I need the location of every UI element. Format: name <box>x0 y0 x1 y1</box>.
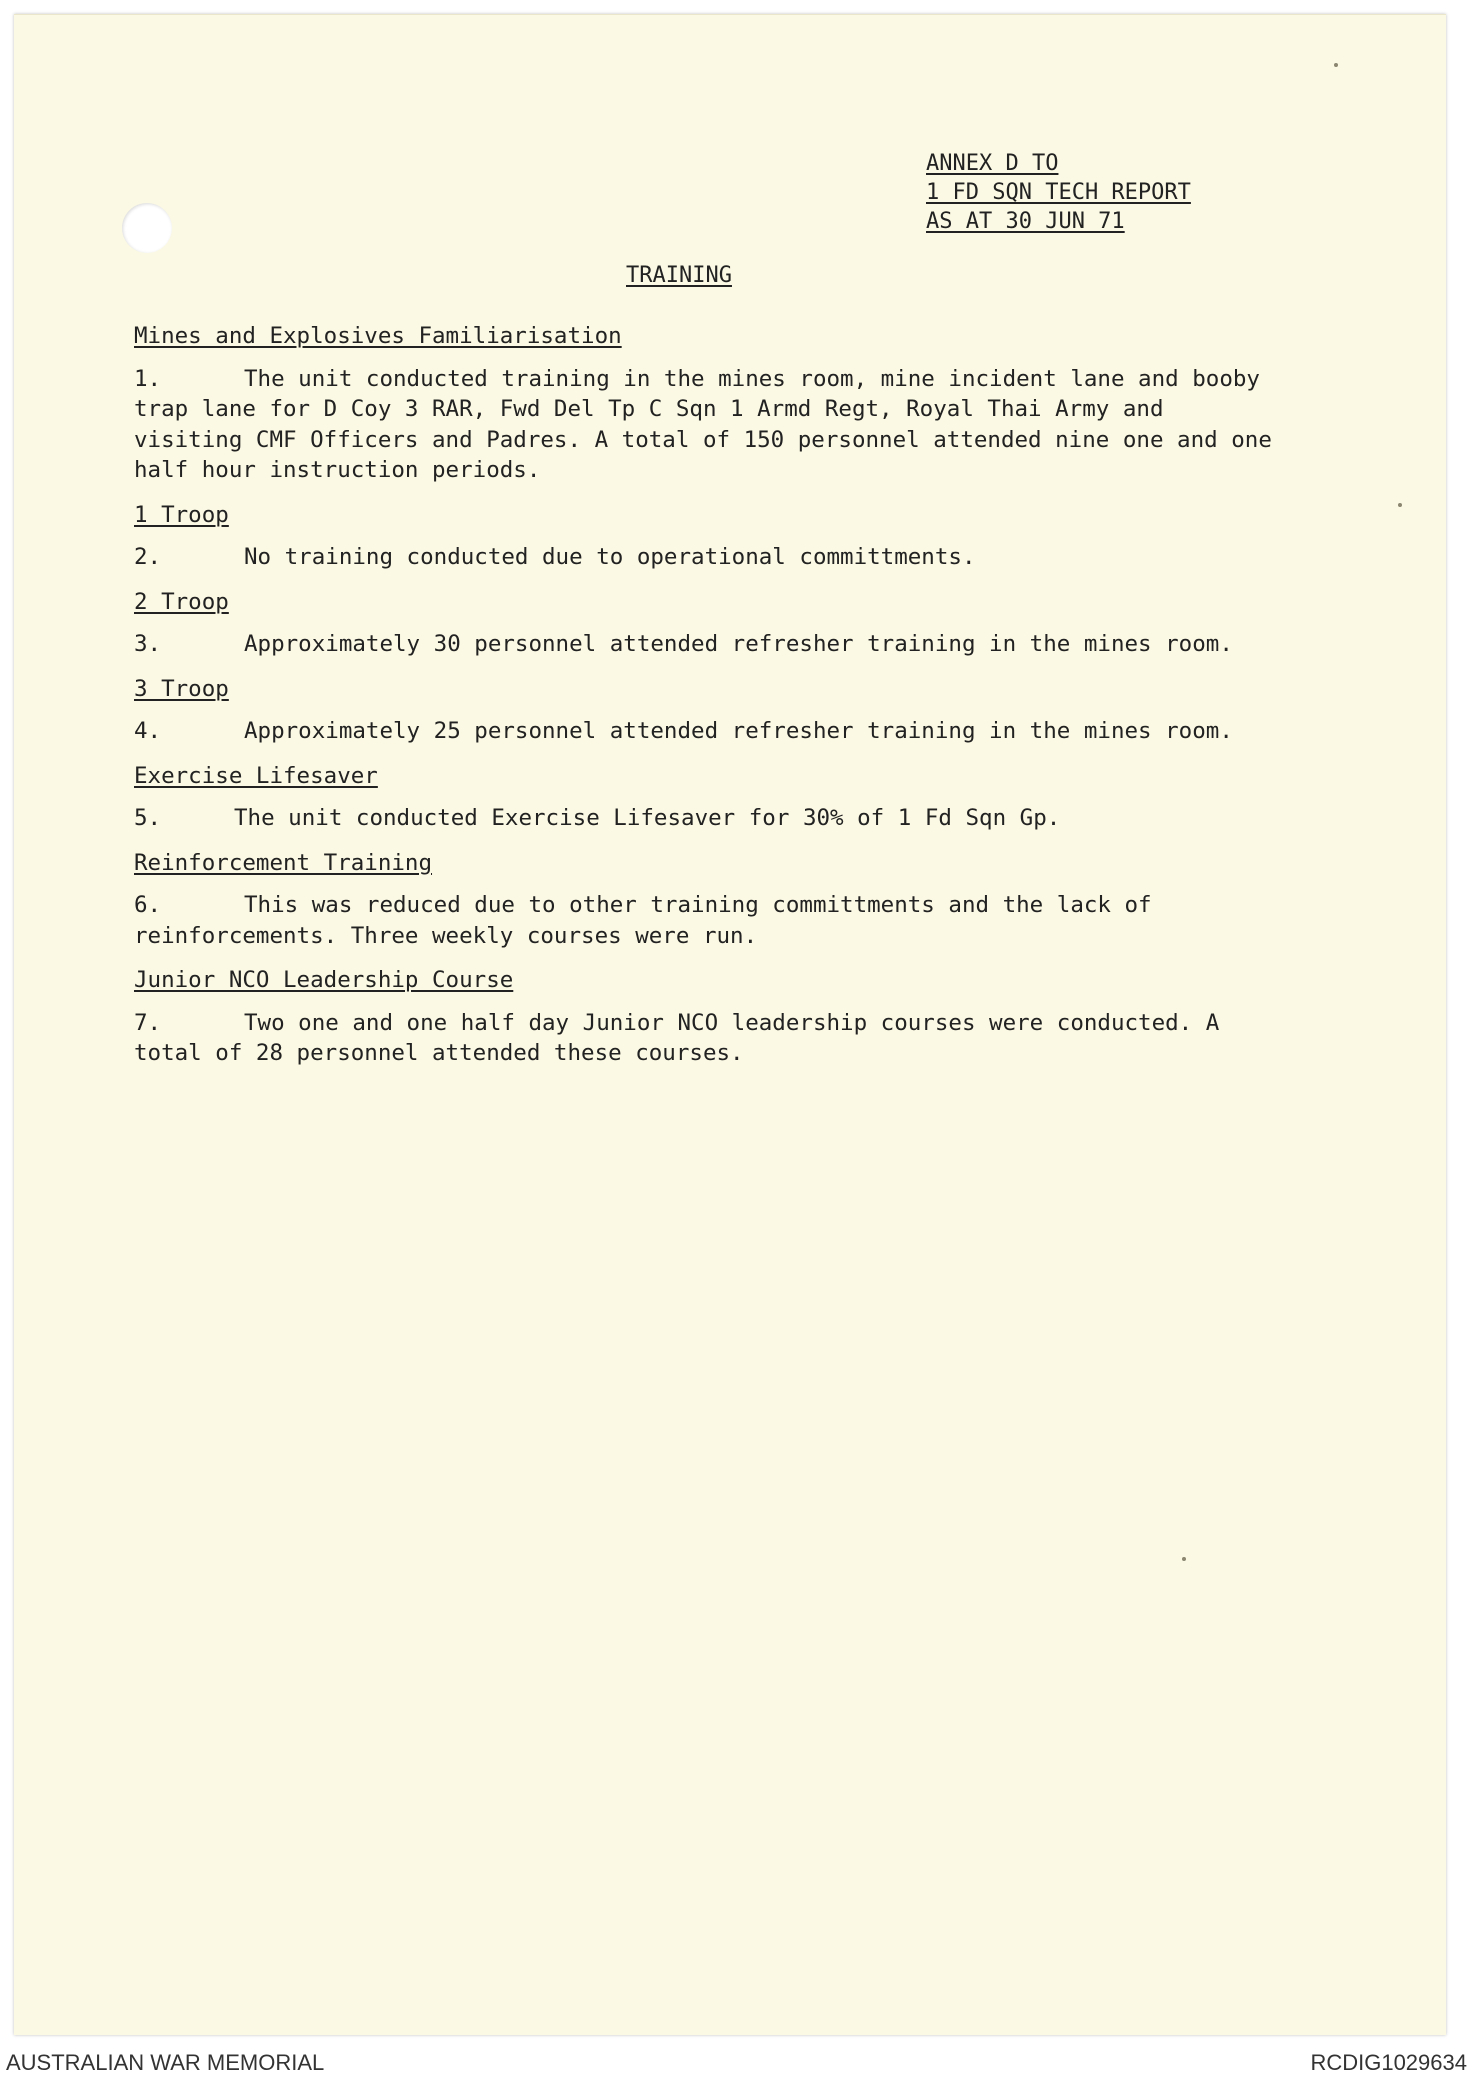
paragraph-2 <box>134 542 1274 573</box>
paragraph-number: 5. <box>134 805 162 831</box>
paragraph-5 <box>134 803 1274 834</box>
document-title: TRAINING <box>626 263 732 288</box>
section-heading-mines: Mines and Explosives Familiarisation <box>134 323 622 349</box>
paper-speck <box>1334 63 1338 67</box>
section-heading-junior-nco: Junior NCO Leadership Course <box>134 967 514 993</box>
annex-line: ANNEX D TO <box>926 151 1059 176</box>
annex-line: AS AT 30 JUN 71 <box>926 209 1125 234</box>
paragraph-7 <box>134 1008 1274 1069</box>
paragraph-number: 7. <box>134 1009 162 1036</box>
paragraph-text: Two one and one half day Junior NCO leadership courses were conducted. A total of 28 personnel attended these courses. <box>134 1009 1220 1066</box>
paragraph-text: This was reduced due to other training committments and the lack of reinforcements. Three weekly courses were run. <box>134 892 1152 949</box>
paragraph-text: Approximately 30 personnel attended refresher training in the mines room. <box>244 631 1233 657</box>
paragraph-text: Approximately 25 personnel attended refresher training in the mines room. <box>244 718 1233 744</box>
footer-record-id: RCDIG1029634 <box>1310 2050 1467 2075</box>
section-heading-troop-2: 2 Troop <box>134 588 229 615</box>
paragraph-number: 6. <box>134 892 162 918</box>
annex-line: 1 FD SQN TECH REPORT <box>926 180 1191 205</box>
paragraph-4 <box>134 716 1274 747</box>
paragraph-text: No training conducted due to operational committments. <box>244 544 976 570</box>
document-page <box>14 14 1446 2035</box>
section-heading-troop-1: 1 Troop <box>134 501 229 528</box>
paragraph-number: 3. <box>134 631 162 657</box>
paragraph-text: The unit conducted training in the mines room, mine incident lane and booby trap lane for D Coy 3 RAR, Fwd Del Tp C Sqn 1 Armd Regt, Royal Thai Army and visiting CMF Officers and Padres. A total of 150 personnel attended nine one and one half hour instruction periods. <box>134 365 1272 483</box>
paper-speck <box>1398 503 1402 507</box>
section-heading-troop-3: 3 Troop <box>134 675 229 702</box>
paper-speck <box>1182 1557 1186 1561</box>
section-heading-reinforcement: Reinforcement Training <box>134 849 433 876</box>
annex-reference <box>926 149 1191 236</box>
section-heading-exercise-lifesaver: Exercise Lifesaver <box>134 762 378 789</box>
paragraph-text: The unit conducted Exercise Lifesaver for 30% of 1 Fd Sqn Gp. <box>234 805 1061 831</box>
paragraph-number: 2. <box>134 544 162 570</box>
punch-hole <box>122 203 172 253</box>
document-body <box>134 321 1274 1083</box>
footer-source: AUSTRALIAN WAR MEMORIAL <box>6 2050 325 2075</box>
paragraph-6 <box>134 890 1274 951</box>
paragraph-number: 1. <box>134 365 162 392</box>
paragraph-3 <box>134 629 1274 660</box>
paragraph-1 <box>134 364 1274 486</box>
paragraph-number: 4. <box>134 718 162 744</box>
